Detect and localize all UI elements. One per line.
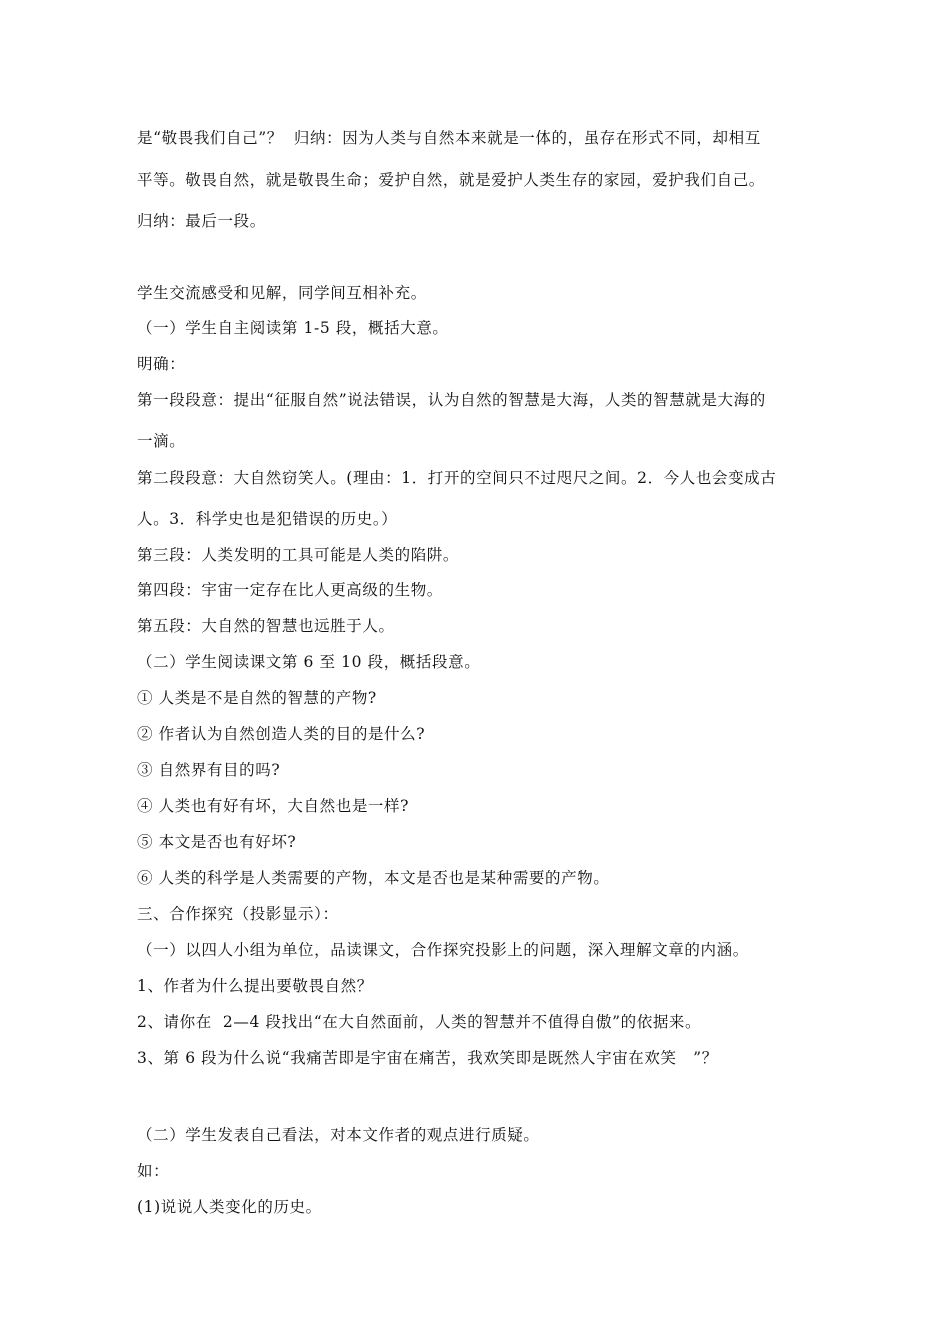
text-line: 第五段：大自然的智慧也远胜于人。 — [137, 617, 395, 635]
list-item: 1、作者为什么提出要敬畏自然？ — [137, 977, 373, 995]
text-line: 是“敬畏我们自己”？ 归纳：因为人类与自然本来就是一体的，虽存在形式不同，却相互 — [137, 129, 761, 147]
text-line: （一）学生自主阅读第 1-5 段，概括大意。 — [137, 319, 449, 337]
list-item: (1)说说人类变化的历史。 — [137, 1198, 322, 1216]
list-item: ① 人类是不是自然的智慧的产物? — [137, 689, 377, 707]
text-line: 平等。敬畏自然，就是敬畏生命；爱护自然，就是爱护人类生存的家园，爱护我们自己。 — [137, 171, 765, 189]
text-line: （一）以四人小组为单位，品读课文，合作探究投影上的问题，深入理解文章的内涵。 — [137, 941, 749, 959]
list-item: 2、请你在 2—4 段找出“在大自然面前，人类的智慧并不值得自傲”的依据来。 — [137, 1013, 702, 1031]
section-heading: 三、合作探究（投影显示）： — [137, 905, 339, 923]
text-line: 第三段：人类发明的工具可能是人类的陷阱。 — [137, 546, 460, 564]
list-item: ⑥ 人类的科学是人类需要的产物，本文是否也是某种需要的产物。 — [137, 869, 610, 887]
text-line: 第四段：宇宙一定存在比人更高级的生物。 — [137, 581, 443, 599]
list-item: ④ 人类也有好有坏，大自然也是一样? — [137, 797, 410, 815]
list-item: ⑤ 本文是否也有好坏? — [137, 833, 297, 851]
text-line: （二）学生阅读课文第 6 至 10 段，概括段意。 — [137, 653, 481, 671]
text-line: 归纳：最后一段。 — [137, 212, 266, 230]
text-line: 学生交流感受和见解，同学间互相补充。 — [137, 284, 427, 302]
text-line: 人。3．科学史也是犯错误的历史。） — [137, 510, 398, 528]
text-line: 一滴。 — [137, 432, 186, 450]
text-line: 第二段段意：大自然窃笑人。(理由：1．打开的空间只不过咫尺之间。2．今人也会变成古 — [137, 469, 777, 487]
list-item: ③ 自然界有目的吗? — [137, 761, 281, 779]
text-line: （二）学生发表自己看法，对本文作者的观点进行质疑。 — [137, 1126, 540, 1144]
list-item: 3、第 6 段为什么说“我痛苦即是宇宙在痛苦，我欢笑即是既然人宇宙在欢笑 ”？ — [137, 1049, 718, 1067]
list-item: ② 作者认为自然创造人类的目的是什么? — [137, 725, 426, 743]
text-line: 如： — [137, 1162, 170, 1180]
text-line: 第一段段意：提出“征服自然”说法错误，认为自然的智慧是大海，人类的智慧就是大海的 — [137, 391, 766, 409]
text-line: 明确： — [137, 355, 186, 373]
